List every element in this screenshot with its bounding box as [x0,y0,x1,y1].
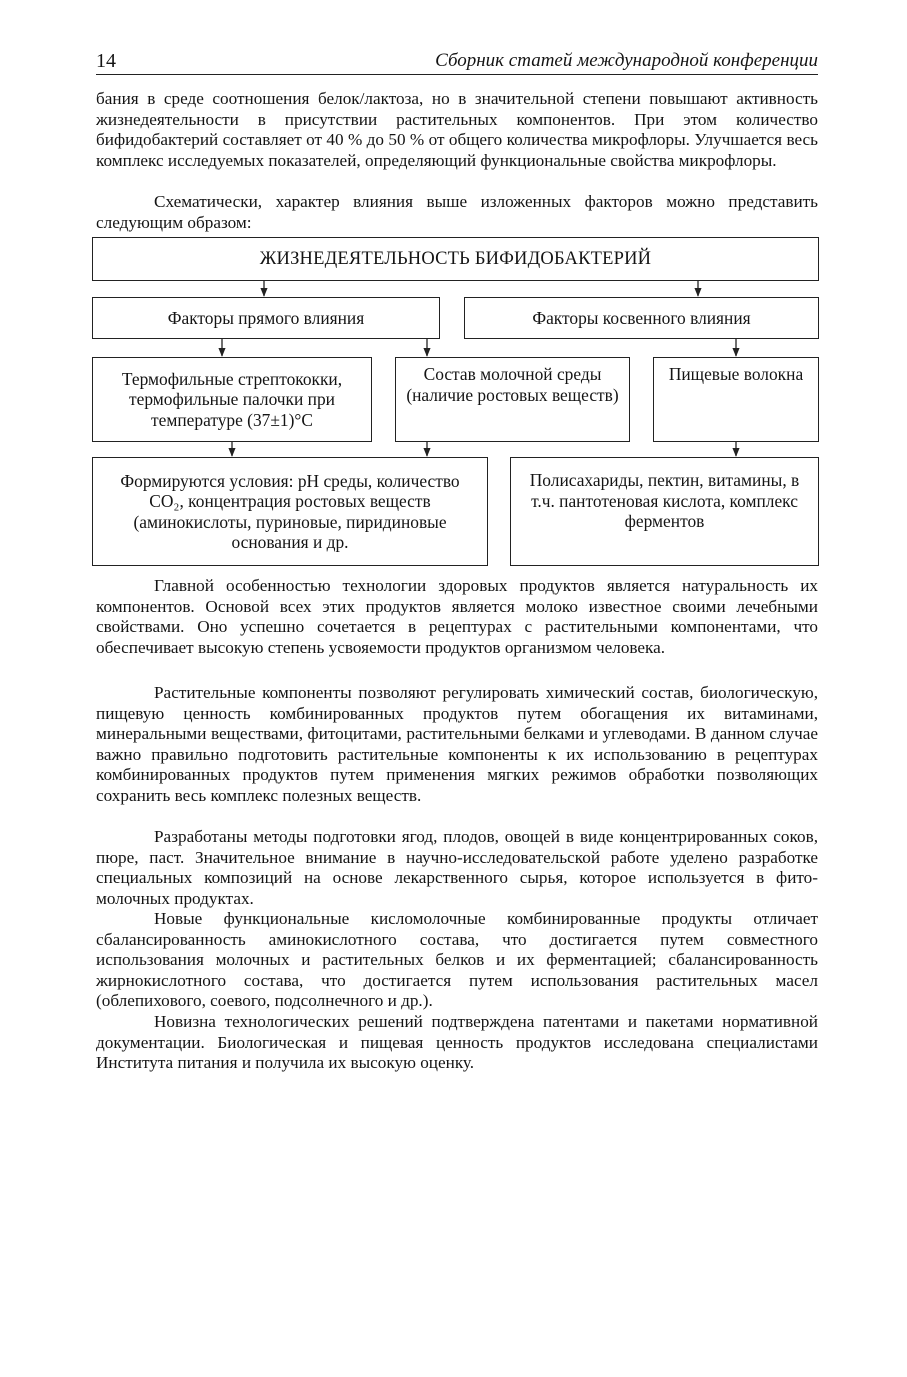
polysaccharides-box: Полисахариды, пектин, витамины, в т.ч. пантотеновая кислота, комплекс ферментов [510,457,819,566]
dietary-fiber-box: Пищевые волокна [653,357,819,442]
paragraph-continued: бания в среде соотношения белок/лактоза, но в значительной степени повышают активность жизнедеятельности в присутствии растительных компонентов. При этом количество бифидобактерий составляет от 40 % до 50 % от общего количества микрофлоры. Улучшается весь комплекс исследуемых показателей, определяющий функциональные свойства микрофлоры. [96,89,818,170]
paragraph-intro-schema: Схематически, характер влияния выше изложенных факторов можно представить следующим образом: [96,192,818,232]
page-number: 14 [96,50,116,72]
running-header [96,48,818,75]
paragraph: Главной особенностью технологии здоровых продуктов является натуральность их компонентов. Основой всех этих продуктов является молоко известное своими лечебными свойствами. Оно успешно сочетается в рецептурах с растительными компонентами, что обеспечивает высокую степень усвояемости продуктов организмом человека. [96,576,818,657]
paragraph: Растительные компоненты позволяют регулировать химический состав, биологическую, пищевую ценность комбинированных продуктов путем обогащения их витаминами, минеральными веществами, фитоцитами, растительными белками и углеводами. В данном случае важно правильно подготовить растительные компоненты к их использованию в рецептурах комбинированных продуктов путем применения мягких режимов обработки позволяющих сохранить весь комплекс полезных веществ. [96,683,818,805]
indirect-factors-box: Факторы косвенного влияния [464,297,819,339]
running-title: Сборник статей международной конференции [435,50,818,71]
paragraph: Новые функциональные кисломолочные комбинированные продукты отличает сбалансированность аминокислотного состава, что достигается путем совместного использования молочных и растительных белков и их ферментацией; сбалансированность жирнокислотного состава, что достигается путем использования растительных масел (облепихового, соевого, подсолнечного и др.). [96,909,818,1011]
conditions-box: Формируются условия: pH среды, количество CO₂, концентрация ростовых веществ (аминокислоты, пуриновые, пиридиновые основания и др. [92,457,488,566]
diagram-title-box: ЖИЗНЕДЕЯТЕЛЬНОСТЬ БИФИДОБАКТЕРИЙ [92,237,819,281]
thermophilic-box: Термофильные стрептококки, термофильные палочки при температуре (37±1)°С [92,357,372,442]
direct-factors-box: Факторы прямого влияния [92,297,440,339]
paragraph: Новизна технологических решений подтверждена патентами и пакетами нормативной документации. Биологическая и пищевая ценность продуктов исследована специалистами Института питания и получила их высокую оценку. [96,1012,818,1073]
paragraph: Разработаны методы подготовки ягод, плодов, овощей в виде концентрированных соков, пюре, паст. Значительное внимание в научно-исследовательской работе уделено разработке специальных композиций на основе лекарственного сырья, которое используется в фито-молочных продуктах. [96,827,818,908]
milk-medium-box: Состав молочной среды (наличие ростовых веществ) [395,357,630,442]
